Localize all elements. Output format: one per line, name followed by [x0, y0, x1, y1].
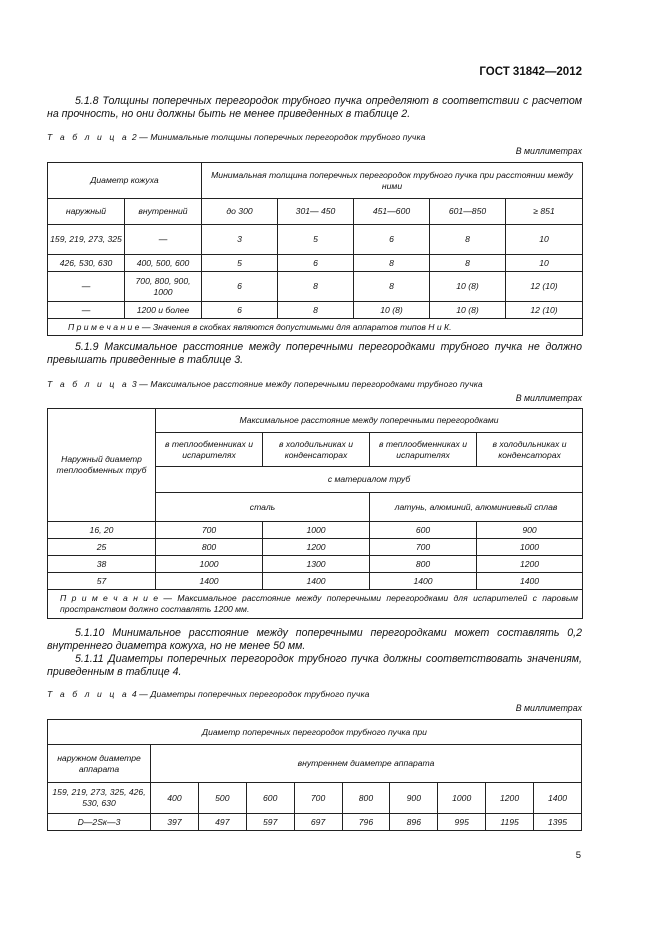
table4-cell: 796 — [342, 814, 390, 831]
table2-units: В миллиметрах — [515, 146, 582, 156]
table4-cell: 1395 — [534, 814, 582, 831]
table3-mat-other: латунь, алюминий, алюминиевый сплав — [370, 493, 583, 522]
table-row — [48, 556, 583, 573]
table3-cell: 800 — [156, 539, 263, 556]
table2-cell: 10 — [506, 255, 583, 272]
table3-units: В миллиметрах — [515, 393, 582, 403]
table2-cell: 8 — [278, 272, 354, 302]
table3-title: 3 — Максимальное расстояние между поперечными перегородками трубного пучка — [131, 379, 483, 389]
table2-cell: 8 — [430, 255, 506, 272]
table2-cell: 6 — [202, 272, 278, 302]
table3-head-diam: Наружный диаметр теплообменных труб — [48, 409, 156, 522]
table-row — [48, 783, 582, 814]
table2-label: Т а б л и ц а — [47, 132, 130, 142]
table2-cell: 10 (8) — [430, 272, 506, 302]
table4-cell: 1400 — [534, 783, 582, 814]
table2-head-min: Минимальная толщина поперечных перегородок трубного пучка при расстоянии между ними — [202, 163, 583, 199]
table2-col-h: 301— 450 — [278, 199, 354, 225]
table2-cell: 5 — [278, 225, 354, 255]
table2-cell: 700, 800, 900, 1000 — [125, 272, 202, 302]
table2-cell: 10 (8) — [354, 302, 430, 319]
table2-cell: 10 — [506, 225, 583, 255]
table3-cell: 1300 — [263, 556, 370, 573]
table2-col-h: 451—600 — [354, 199, 430, 225]
table-row — [48, 302, 583, 319]
table4-head: Диаметр поперечных перегородок трубного пучка при — [48, 720, 582, 745]
table4-col-outer: наружном диаметре аппарата — [48, 745, 151, 783]
table2-cell: 8 — [354, 255, 430, 272]
table2-col-outer: наружный — [48, 199, 125, 225]
table-row — [48, 272, 583, 302]
table3-cell: 25 — [48, 539, 156, 556]
table-row — [48, 225, 583, 255]
table-row — [48, 539, 583, 556]
table3-head-max: Максимальное расстояние между поперечными перегородками — [156, 409, 583, 433]
table3-cell: 1000 — [477, 539, 583, 556]
table3-sub-head: в холодильниках и конденсаторах — [477, 433, 583, 467]
table3-cell: 600 — [370, 522, 477, 539]
table3-sub-head: в холодильниках и конденсаторах — [263, 433, 370, 467]
table3-cell: 38 — [48, 556, 156, 573]
table2-cell: 8 — [278, 302, 354, 319]
table3-cell: 1400 — [370, 573, 477, 590]
table3-cell: 1400 — [263, 573, 370, 590]
table4 — [47, 719, 582, 831]
table3-note: П р и м е ч а н и е — Максимальное расстояние между поперечными перегородками для испарителей с паровым пространством должно составлять 1200 мм. — [48, 590, 583, 619]
table4-title: 4 — Диаметры поперечных перегородок трубного пучка — [131, 689, 370, 699]
table3-sub-head: в теплообменниках и испарителях — [370, 433, 477, 467]
table4-cell: 896 — [390, 814, 438, 831]
table2-col-h: до 300 — [202, 199, 278, 225]
table2-cell: 3 — [202, 225, 278, 255]
table2-cell: 8 — [430, 225, 506, 255]
table4-caption — [47, 689, 370, 699]
table4-cell: 597 — [246, 814, 294, 831]
table4-units: В миллиметрах — [515, 703, 582, 713]
paragraph-5-1-10: 5.1.10 Минимальное расстояние между поперечными перегородками может составлять 0,2 внутреннего диаметра кожуха, но не менее 50 мм. — [47, 627, 582, 652]
table3-cell: 700 — [156, 522, 263, 539]
table4-cell: 1195 — [486, 814, 534, 831]
table3-label: Т а б л и ц а — [47, 379, 130, 389]
table3-cell: 1000 — [263, 522, 370, 539]
table2-cell: 426, 530, 630 — [48, 255, 125, 272]
table2-cell: 6 — [354, 225, 430, 255]
table2-cell: 6 — [278, 255, 354, 272]
table3 — [47, 408, 583, 619]
table2-caption — [47, 132, 426, 142]
table-row — [48, 522, 583, 539]
table-row — [48, 814, 582, 831]
table4-cell: 400 — [151, 783, 199, 814]
table4-col-inner: внутреннем диаметре аппарата — [151, 745, 582, 783]
standard-header: ГОСТ 31842—2012 — [479, 66, 582, 78]
table4-cell: 500 — [198, 783, 246, 814]
page-number: 5 — [575, 850, 581, 861]
table2-head-casing: Диаметр кожуха — [48, 163, 202, 199]
table3-cell: 1400 — [156, 573, 263, 590]
table2-cell: — — [48, 302, 125, 319]
table4-cell: 900 — [390, 783, 438, 814]
table4-cell: 600 — [246, 783, 294, 814]
table2-cell: — — [125, 225, 202, 255]
table4-label: Т а б л и ц а — [47, 689, 130, 699]
table2-cell: 12 (10) — [506, 302, 583, 319]
table3-cell: 57 — [48, 573, 156, 590]
table3-cell: 1200 — [477, 556, 583, 573]
table3-cell: 1000 — [156, 556, 263, 573]
table2-col-h: ≥ 851 — [506, 199, 583, 225]
table3-mat-steel: сталь — [156, 493, 370, 522]
table4-cell: 697 — [294, 814, 342, 831]
table3-caption — [47, 379, 483, 389]
table4-cell: 1200 — [486, 783, 534, 814]
table2-cell: 1200 и более — [125, 302, 202, 319]
table-row — [48, 255, 583, 272]
paragraph-5-1-11: 5.1.11 Диаметры поперечных перегородок трубного пучка должны соответствовать значениям, приведенным в таблице 4. — [47, 653, 582, 678]
table2-cell: 12 (10) — [506, 272, 583, 302]
table2-cell: 8 — [354, 272, 430, 302]
table2-title: 2 — Минимальные толщины поперечных перегородок трубного пучка — [131, 132, 426, 142]
table-row — [48, 573, 583, 590]
table4-cell: 497 — [198, 814, 246, 831]
table2-cell: 6 — [202, 302, 278, 319]
table2-note: П р и м е ч а н и е — Значения в скобках являются допустимыми для аппаратов типов Н и К. — [48, 319, 583, 336]
table3-cell: 700 — [370, 539, 477, 556]
table2-col-inner: внутренний — [125, 199, 202, 225]
table4-cell: 397 — [151, 814, 199, 831]
table2-cell: 5 — [202, 255, 278, 272]
table2-col-h: 601—850 — [430, 199, 506, 225]
table3-head-material: с материалом труб — [156, 467, 583, 493]
table3-cell: 1200 — [263, 539, 370, 556]
table2-cell: 10 (8) — [430, 302, 506, 319]
table2-cell: 400, 500, 600 — [125, 255, 202, 272]
table2-cell: 159, 219, 273, 325 — [48, 225, 125, 255]
table4-cell: 1000 — [438, 783, 486, 814]
table3-sub-head: в теплообменниках и испарителях — [156, 433, 263, 467]
table3-cell: 1400 — [477, 573, 583, 590]
table3-cell: 900 — [477, 522, 583, 539]
table2-cell: — — [48, 272, 125, 302]
paragraph-5-1-9: 5.1.9 Максимальное расстояние между поперечными перегородками трубного пучка не должно превышать приведенные в таблице 3. — [47, 341, 582, 366]
table4-cell: 800 — [342, 783, 390, 814]
table3-cell: 16, 20 — [48, 522, 156, 539]
table4-row1-label: 159, 219, 273, 325, 426, 530, 630 — [48, 783, 151, 814]
table2 — [47, 162, 583, 336]
table3-cell: 800 — [370, 556, 477, 573]
table4-row2-label: D—2Sк—3 — [48, 814, 151, 831]
paragraph-5-1-8: 5.1.8 Толщины поперечных перегородок трубного пучка определяют в соответствии с расчетом на прочность, но они должны быть не менее приведенных в таблице 2. — [47, 95, 582, 120]
table4-cell: 700 — [294, 783, 342, 814]
table4-cell: 995 — [438, 814, 486, 831]
